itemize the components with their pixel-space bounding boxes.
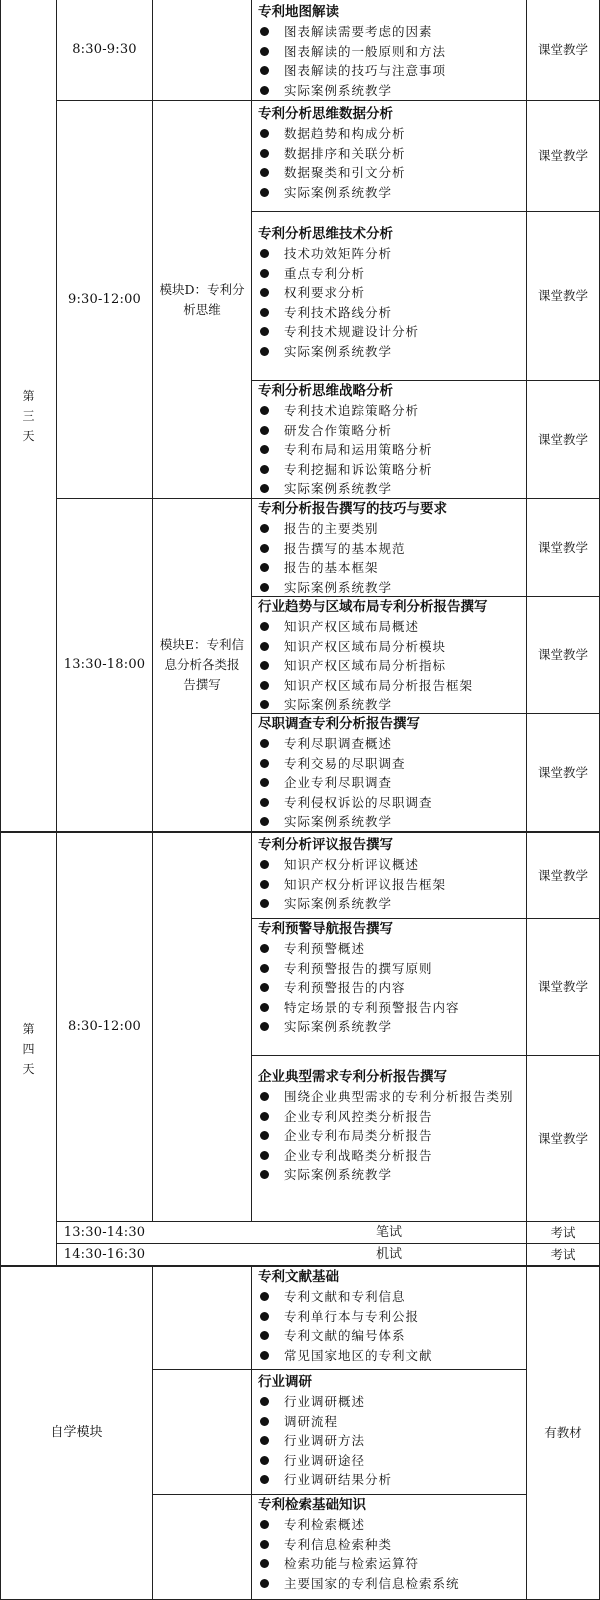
time-slot: 8:30-9:30 (72, 42, 137, 57)
time-slot: 13:30-18:00 (63, 657, 146, 672)
list-item-text: 专利尽职调查概述 (284, 736, 393, 751)
self-study-label: 自学模块 (50, 1425, 103, 1440)
method-cell: 课堂教学 (537, 867, 588, 883)
list-item (258, 81, 526, 101)
time-slot: 13:30-14:30 (63, 1224, 146, 1240)
topic-list (258, 1087, 518, 1185)
list-item (258, 1535, 526, 1555)
method-cell: 考试 (550, 1224, 576, 1240)
bullet-icon (260, 347, 269, 356)
bullet-icon (260, 583, 269, 592)
list-item-text: 专利信息检索种类 (284, 1536, 393, 1552)
bullet-icon (260, 1456, 269, 1465)
topic-list (258, 939, 526, 1037)
bullet-icon (260, 188, 269, 197)
list-item (258, 22, 526, 42)
list-item (258, 1451, 526, 1471)
bullet-icon (260, 27, 269, 36)
topic-list (258, 1392, 526, 1490)
topic-list (258, 1515, 526, 1593)
content-cell (252, 381, 526, 498)
bullet-icon (260, 1131, 269, 1140)
list-item-text: 专利挖掘和诉讼策略分析 (284, 461, 433, 477)
list-item (258, 479, 526, 499)
list-item-text: 专利文献和专利信息 (284, 1289, 406, 1304)
section-title: 尽职调查专利分析报告撰写 (258, 716, 420, 732)
list-item (258, 124, 526, 144)
bullet-icon (260, 149, 269, 158)
method-cell: 课堂教学 (537, 288, 588, 303)
bullet-icon (260, 661, 269, 670)
section-title: 企业典型需求专利分析报告撰写 (258, 1069, 447, 1085)
list-item-text: 重点专利分析 (284, 265, 366, 281)
list-item-text: 实际案例系统教学 (284, 1167, 393, 1183)
bullet-icon (260, 1540, 269, 1549)
content-cell (252, 499, 526, 596)
list-item-text: 专利预警概述 (284, 941, 366, 956)
section-title: 专利文献基础 (258, 1269, 339, 1285)
list-item (258, 656, 526, 676)
section-title: 专利检索基础知识 (258, 1497, 366, 1513)
list-item-text: 研发合作策略分析 (284, 422, 393, 438)
bullet-icon (260, 1151, 269, 1160)
topic-list (258, 855, 526, 914)
list-item (258, 812, 526, 832)
list-item-text: 专利技术追踪策略分析 (284, 403, 420, 418)
list-item (258, 1574, 526, 1594)
bullet-icon (260, 288, 269, 297)
content-cell (252, 1370, 526, 1494)
list-item (258, 894, 526, 914)
list-item (258, 303, 526, 323)
bullet-icon (260, 1022, 269, 1031)
content-cell (252, 212, 526, 380)
bullet-icon (260, 700, 269, 709)
bullet-icon (260, 1417, 269, 1426)
module-e-cell (153, 499, 251, 831)
list-item (258, 734, 526, 754)
list-item (258, 578, 526, 598)
list-item (258, 1126, 518, 1146)
content-cell (252, 833, 526, 918)
bullet-icon (260, 1170, 269, 1179)
content-cell (252, 1267, 526, 1369)
list-item-text: 实际案例系统教学 (284, 1019, 393, 1035)
list-item-text: 企业专利战略类分析报告 (284, 1147, 433, 1163)
list-item (258, 676, 526, 696)
bullet-icon (260, 524, 269, 533)
topic-list (258, 22, 526, 100)
list-item-text: 企业专利布局类分析报告 (284, 1128, 433, 1144)
method-cell: 课堂教学 (537, 764, 588, 780)
bullet-icon (260, 1112, 269, 1121)
method-cell: 有教材 (544, 1425, 582, 1440)
list-item-text: 调研流程 (284, 1413, 339, 1429)
list-item (258, 322, 526, 342)
list-item (258, 401, 526, 421)
method-cell: 课堂教学 (537, 42, 588, 57)
list-item (258, 617, 526, 637)
content-cell (252, 919, 526, 1055)
bullet-icon (260, 1559, 269, 1568)
list-item (258, 558, 526, 578)
list-item-text: 检索功能与检索运算符 (284, 1556, 420, 1572)
section-title: 专利分析评议报告撰写 (258, 837, 393, 853)
bullet-icon (260, 964, 269, 973)
list-item-text: 专利预警报告的撰写原则 (284, 960, 433, 976)
list-item (258, 754, 526, 774)
list-item (258, 421, 526, 441)
bullet-icon (260, 622, 269, 631)
time-slot: 8:30-12:00 (67, 1019, 142, 1034)
bullet-icon (260, 681, 269, 690)
list-item-text: 图表解读需要考虑的因素 (284, 24, 433, 39)
method-cell: 课堂教学 (537, 647, 588, 662)
list-item-text: 图表解读的技巧与注意事项 (284, 63, 447, 79)
module-label: 模块E：专利信息分析各类报告撰写 (159, 637, 245, 692)
bullet-icon (260, 1351, 269, 1360)
bullet-icon (260, 544, 269, 553)
bullet-icon (260, 1292, 269, 1301)
bullet-icon (260, 86, 269, 95)
time-slot: 14:30-16:30 (63, 1246, 146, 1262)
list-item (258, 1554, 526, 1574)
list-item (258, 1412, 526, 1432)
day-label-cell (1, 833, 56, 1265)
list-item (258, 163, 526, 183)
bullet-icon (260, 1312, 269, 1321)
bullet-icon (260, 249, 269, 258)
topic-list (258, 617, 526, 715)
list-item-text: 实际案例系统教学 (284, 82, 393, 98)
bullet-icon (260, 642, 269, 651)
list-item-text: 行业调研概述 (284, 1394, 366, 1409)
bullet-icon (260, 47, 269, 56)
bullet-icon (260, 168, 269, 177)
list-item (258, 875, 526, 895)
list-item (258, 1287, 526, 1307)
section-title: 专利分析思维数据分析 (258, 106, 393, 122)
list-item (258, 695, 526, 715)
section-title: 专利预警导航报告撰写 (258, 921, 393, 937)
bullet-icon (260, 1331, 269, 1340)
list-item-text: 实际案例系统教学 (284, 896, 393, 912)
self-study-cell (1, 1267, 152, 1599)
list-item-text: 技术功效矩阵分析 (284, 246, 393, 261)
section-title: 专利地图解读 (258, 4, 339, 20)
method-cell: 课堂教学 (537, 979, 588, 994)
list-item-text: 行业调研结果分析 (284, 1472, 393, 1488)
list-item (258, 1087, 518, 1107)
bullet-icon (260, 944, 269, 953)
list-item (258, 519, 526, 539)
bullet-icon (260, 484, 269, 493)
bullet-icon (260, 327, 269, 336)
list-item (258, 855, 526, 875)
bullet-icon (260, 563, 269, 572)
list-item-text: 企业专利风控类分析报告 (284, 1108, 433, 1124)
list-item-text: 实际案例系统教学 (284, 481, 393, 497)
list-item (258, 42, 526, 62)
list-item-text: 行业调研方法 (284, 1433, 366, 1449)
list-item-text: 专利检索概述 (284, 1517, 366, 1532)
method-cell: 课堂教学 (537, 539, 588, 555)
list-item-text: 实际案例系统教学 (284, 697, 393, 713)
bullet-icon (260, 445, 269, 454)
content-cell (252, 597, 526, 713)
list-item-text: 实际案例系统教学 (284, 814, 393, 830)
topic-list (258, 124, 526, 202)
list-item-text: 特定场景的专利预警报告内容 (284, 999, 460, 1015)
list-item (258, 998, 526, 1018)
list-item-text: 专利技术规避设计分析 (284, 324, 420, 340)
topic-list (258, 734, 526, 832)
module-d-cell (153, 101, 251, 498)
list-item (258, 61, 526, 81)
bullet-icon (260, 778, 269, 787)
list-item-text: 专利交易的尽职调查 (284, 755, 406, 771)
content-cell (252, 1495, 526, 1599)
list-item (258, 773, 526, 793)
bullet-icon (260, 1436, 269, 1445)
bullet-icon (260, 1475, 269, 1484)
list-item-text: 主要国家的专利信息检索系统 (284, 1575, 460, 1591)
method-cell: 课堂教学 (537, 148, 588, 163)
bullet-icon (260, 66, 269, 75)
topic-list (258, 519, 526, 597)
section-title: 专利分析报告撰写的技巧与要求 (258, 501, 447, 517)
list-item (258, 1470, 526, 1490)
bullet-icon (260, 1003, 269, 1012)
method-cell: 课堂教学 (537, 431, 588, 447)
list-item-text: 报告的主要类别 (284, 521, 379, 536)
list-item (258, 1515, 526, 1535)
bullet-icon (260, 465, 269, 474)
topic-list (258, 1287, 526, 1365)
list-item-text: 实际案例系统教学 (284, 579, 393, 595)
list-item (258, 939, 526, 959)
list-item-text: 报告撰写的基本规范 (284, 540, 406, 556)
day-label: 第四天 (22, 1022, 35, 1076)
method-cell: 考试 (550, 1246, 576, 1262)
list-item-text: 专利文献的编号体系 (284, 1328, 406, 1344)
content-cell (252, 101, 526, 211)
list-item-text: 专利侵权诉讼的尽职调查 (284, 794, 433, 810)
bullet-icon (260, 406, 269, 415)
list-item (258, 978, 526, 998)
list-item-text: 专利技术路线分析 (284, 304, 393, 320)
bullet-icon (260, 880, 269, 889)
day-label: 第三天 (22, 388, 35, 443)
time-slot: 9:30-12:00 (67, 291, 142, 307)
list-item-text: 报告的基本框架 (284, 560, 379, 576)
topic-list (258, 401, 526, 499)
content-cell (252, 714, 526, 831)
list-item (258, 183, 526, 203)
section-title: 专利分析思维技术分析 (258, 226, 393, 242)
bullet-icon (260, 308, 269, 317)
col-divider-self (152, 1265, 153, 1600)
list-item (258, 1165, 518, 1185)
list-item (258, 1017, 526, 1037)
bullet-icon (260, 739, 269, 748)
list-item-text: 实际案例系统教学 (284, 184, 393, 200)
list-item (258, 1431, 526, 1451)
list-item-text: 围绕企业典型需求的专利分析报告类别 (284, 1089, 514, 1104)
list-item (258, 1107, 518, 1127)
list-item-text: 数据聚类和引文分析 (284, 165, 406, 181)
bullet-icon (260, 1520, 269, 1529)
day-label-cell (1, 0, 56, 831)
bullet-icon (260, 983, 269, 992)
list-item (258, 244, 526, 264)
list-item-text: 权利要求分析 (284, 285, 366, 301)
list-item (258, 460, 526, 480)
list-item (258, 342, 526, 362)
bullet-icon (260, 899, 269, 908)
list-item (258, 637, 526, 657)
list-item-text: 实际案例系统教学 (284, 343, 393, 359)
list-item-text: 图表解读的一般原则和方法 (284, 43, 447, 59)
section-title: 专利分析思维战略分析 (258, 383, 393, 399)
list-item-text: 专利单行本与专利公报 (284, 1308, 420, 1324)
list-item-text: 专利布局和运用策略分析 (284, 442, 433, 458)
bullet-icon (260, 269, 269, 278)
list-item-text: 知识产权区域布局概述 (284, 619, 420, 634)
content-cell (252, 0, 526, 100)
module-label: 模块D：专利分析思维 (159, 281, 245, 317)
list-item (258, 1392, 526, 1412)
bullet-icon (260, 1092, 269, 1101)
list-item (258, 1307, 526, 1327)
bullet-icon (260, 798, 269, 807)
list-item (258, 283, 526, 303)
list-item-text: 知识产权分析评议概述 (284, 857, 420, 872)
bullet-icon (260, 759, 269, 768)
list-item-text: 知识产权分析评议报告框架 (284, 876, 447, 892)
list-item (258, 144, 526, 164)
section-title: 行业趋势与区域布局专利分析报告撰写 (258, 599, 488, 615)
list-item (258, 959, 526, 979)
list-item-text: 知识产权区域布局分析模块 (284, 638, 447, 654)
bullet-icon (260, 1579, 269, 1588)
method-cell: 课堂教学 (537, 1130, 588, 1146)
list-item (258, 1146, 518, 1166)
list-item (258, 793, 526, 813)
exam-machine: 机试 (375, 1246, 402, 1262)
topic-list (258, 244, 526, 362)
list-item-text: 常见国家地区的专利文献 (284, 1347, 433, 1363)
bullet-icon (260, 817, 269, 826)
list-item-text: 知识产权区域布局分析指标 (284, 658, 447, 674)
list-item-text: 知识产权区域布局分析报告框架 (284, 677, 474, 693)
list-item-text: 企业专利尽职调查 (284, 775, 393, 791)
section-title: 行业调研 (258, 1374, 312, 1390)
bullet-icon (260, 860, 269, 869)
exam-written: 笔试 (375, 1224, 402, 1240)
list-item-text: 数据趋势和构成分析 (284, 126, 406, 141)
list-item-text: 数据排序和关联分析 (284, 145, 406, 161)
content-cell (252, 1056, 526, 1221)
list-item (258, 1326, 526, 1346)
list-item (258, 440, 526, 460)
bullet-icon (260, 426, 269, 435)
list-item (258, 264, 526, 284)
list-item-text: 专利预警报告的内容 (284, 980, 406, 996)
bullet-icon (260, 1397, 269, 1406)
list-item-text: 行业调研途径 (284, 1452, 366, 1468)
bullet-icon (260, 129, 269, 138)
list-item (258, 1346, 526, 1366)
list-item (258, 539, 526, 559)
